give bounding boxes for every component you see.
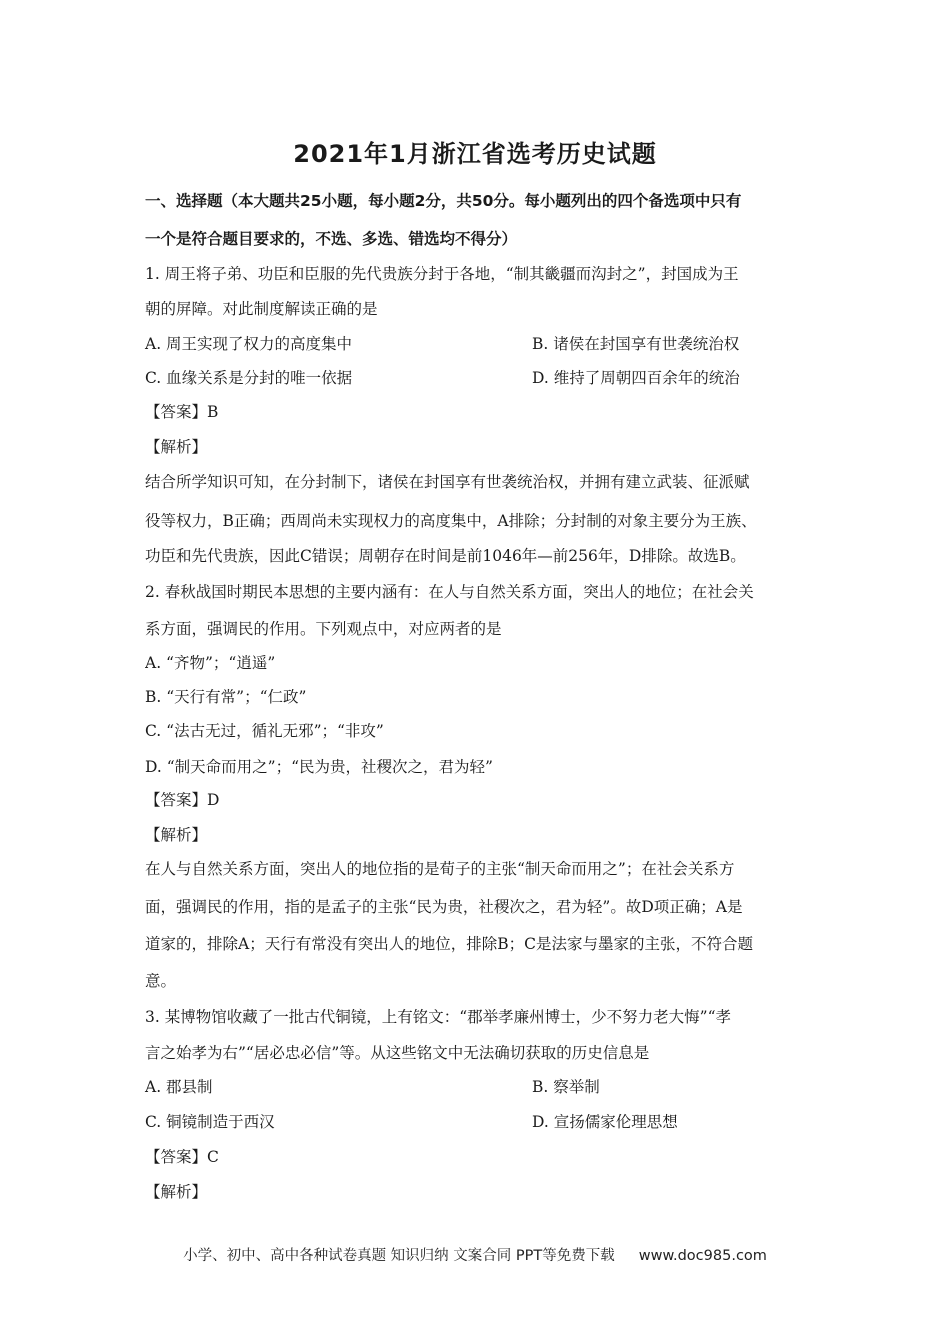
q2-analysis-line-2: 面，强调民的作用，指的是孟子的主张“民为贵，社稷次之，君为轻”。故D项正确；A是 xyxy=(145,898,743,916)
q1-stem-line-1: 1. 周王将子弟、功臣和臣服的先代贵族分封于各地，“制其畿疆而沟封之”，封国成为王 xyxy=(145,265,739,283)
q1-answer: 【答案】B xyxy=(145,403,219,421)
q3-stem-line-2: 言之始孝为右”“居必忠必信”等。从这些铭文中无法确切获取的历史信息是 xyxy=(145,1044,650,1062)
q3-answer: 【答案】C xyxy=(145,1148,219,1166)
q3-stem-line-1: 3. 某博物馆收藏了一批古代铜镜，上有铭文：“郡举孝廉州博士，少不努力老大悔”“孝 xyxy=(145,1008,731,1026)
section-heading-line-1: 一、选择题（本大题共25小题，每小题2分，共50分。每小题列出的四个备选项中只有 xyxy=(145,192,742,210)
q2-option-b: B. “天行有常”；“仁政” xyxy=(145,688,307,706)
q1-analysis-line-1: 结合所学知识可知，在分封制下，诸侯在封国享有世袭统治权，并拥有建立武装、征派赋 xyxy=(145,473,750,491)
q3-option-b: B. 察举制 xyxy=(532,1078,600,1096)
q3-option-c: C. 铜镜制造于西汉 xyxy=(145,1113,275,1131)
q2-option-a: A. “齐物”；“逍遥” xyxy=(145,654,276,672)
q1-analysis-line-3: 功臣和先代贵族，因此C错误；周朝存在时间是前1046年—前256年，D排除。故选B。 xyxy=(145,547,746,565)
q3-option-d: D. 宣扬儒家伦理思想 xyxy=(532,1113,678,1131)
q2-analysis-line-4: 意。 xyxy=(145,972,177,990)
page-title: 2021年1月浙江省选考历史试题 xyxy=(293,140,657,168)
page-footer xyxy=(0,1244,950,1265)
q2-analysis-label: 【解析】 xyxy=(145,826,208,844)
q1-stem-line-2: 朝的屏障。对此制度解读正确的是 xyxy=(145,300,378,318)
q1-option-a: A. 周王实现了权力的高度集中 xyxy=(145,335,353,353)
q2-analysis-line-3: 道家的，排除A；天行有常没有突出人的地位，排除B；C是法家与墨家的主张，不符合题 xyxy=(145,935,753,953)
q1-option-d: D. 维持了周朝四百余年的统治 xyxy=(532,369,740,387)
q1-analysis-label: 【解析】 xyxy=(145,438,208,456)
q3-option-a: A. 郡县制 xyxy=(145,1078,213,1096)
section-heading-line-2: 一个是符合题目要求的，不选、多选、错选均不得分） xyxy=(145,230,518,248)
q1-analysis-line-2: 役等权力，B正确；西周尚未实现权力的高度集中，A排除；分封制的对象主要分为王族、 xyxy=(145,512,757,530)
q2-analysis-line-1: 在人与自然关系方面，突出人的地位指的是荀子的主张“制天命而用之”；在社会关系方 xyxy=(145,860,735,878)
q1-option-b: B. 诸侯在封国享有世袭统治权 xyxy=(532,335,740,353)
footer-text: 小学、初中、高中各种试卷真题 知识归纳 文案合同 PPT等免费下载 xyxy=(183,1248,615,1264)
q3-analysis-label: 【解析】 xyxy=(145,1183,208,1201)
q2-stem-line-2: 系方面，强调民的作用。下列观点中，对应两者的是 xyxy=(145,620,502,638)
q2-answer: 【答案】D xyxy=(145,791,220,809)
q2-option-d: D. “制天命而用之”；“民为贵，社稷次之，君为轻” xyxy=(145,758,493,776)
q2-option-c: C. “法古无过，循礼无邪”；“非攻” xyxy=(145,722,384,740)
q2-stem-line-1: 2. 春秋战国时期民本思想的主要内涵有：在人与自然关系方面，突出人的地位；在社会关 xyxy=(145,583,754,601)
footer-site-link[interactable]: www.doc985.com xyxy=(638,1248,767,1264)
q1-option-c: C. 血缘关系是分封的唯一依据 xyxy=(145,369,353,387)
